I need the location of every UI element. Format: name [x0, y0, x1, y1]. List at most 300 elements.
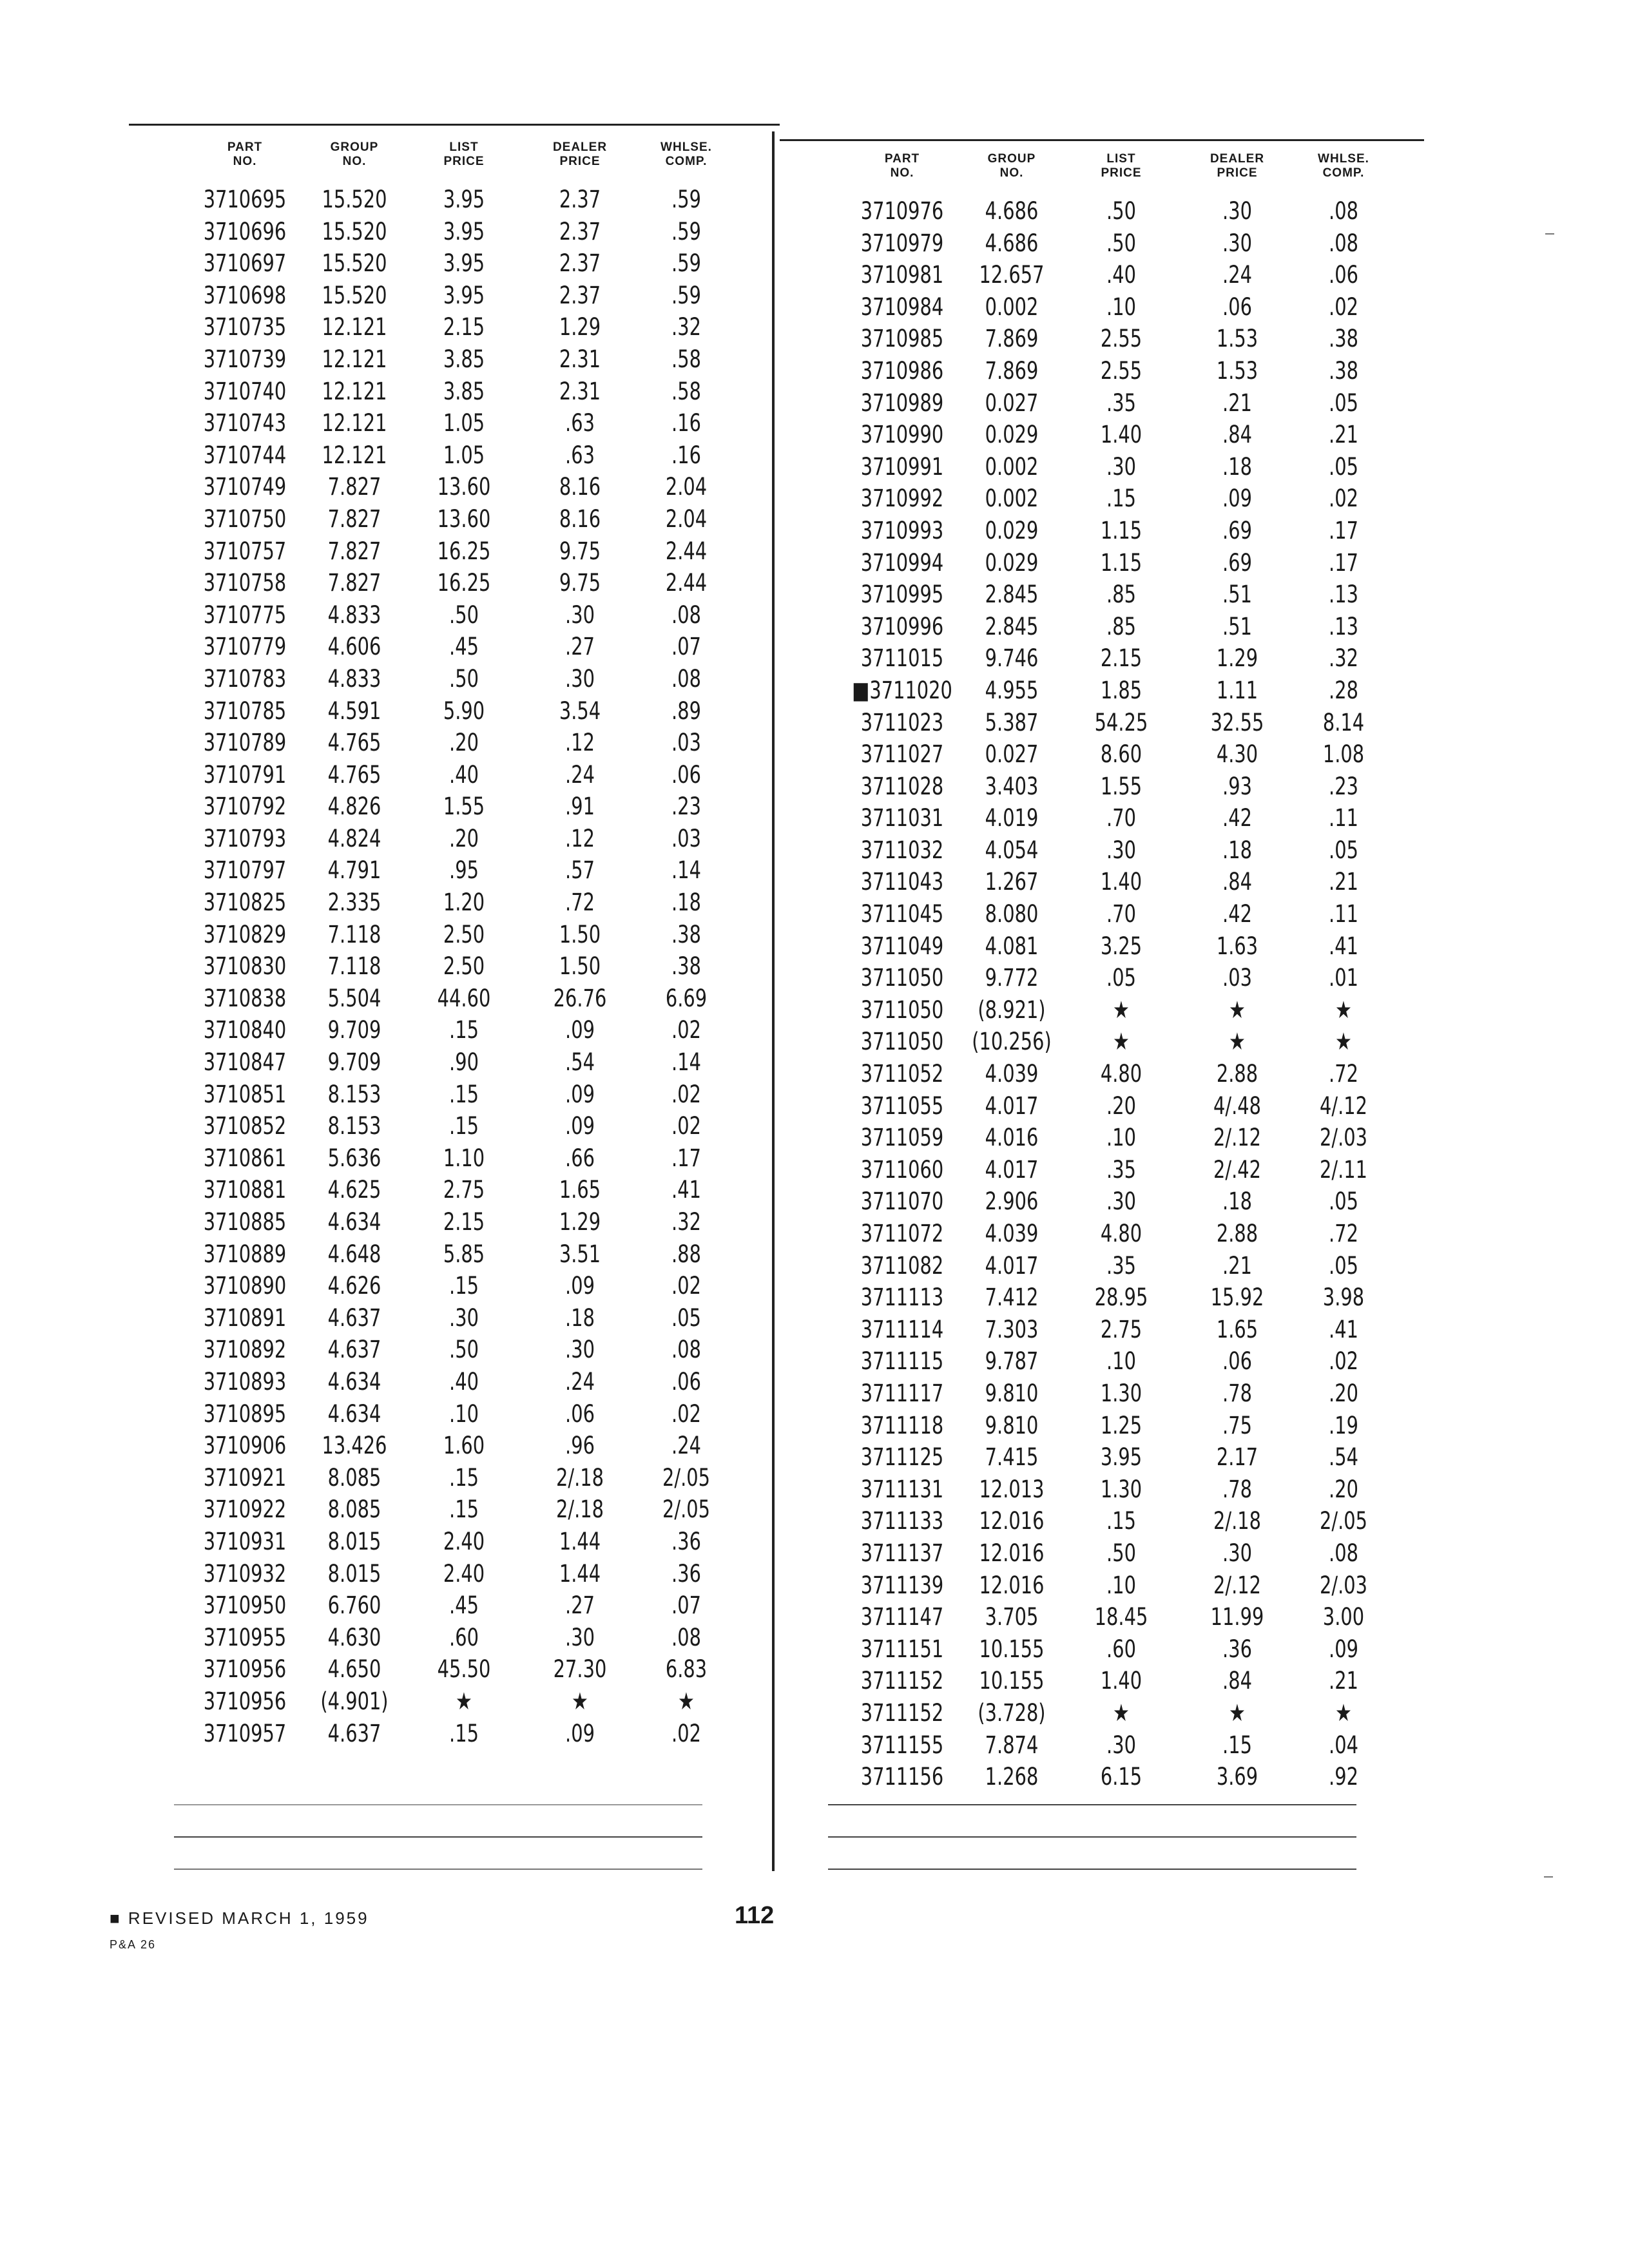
part-no-cell: 3711027	[860, 740, 944, 769]
dealer-price-cell: .09	[1222, 485, 1252, 513]
group-no-cell: 9.810	[985, 1379, 1039, 1407]
dealer-price-cell: 1.11	[1216, 676, 1258, 704]
group-no-cell: 4.637	[327, 1719, 381, 1747]
whlse-comp-cell: 1.08	[1322, 740, 1365, 769]
group-no-cell: (10.256)	[972, 1028, 1052, 1056]
group-no-cell: 7.415	[985, 1443, 1039, 1472]
group-no-cell: 15.520	[322, 186, 387, 213]
group-no-cell: 8.015	[327, 1527, 381, 1555]
header-part-no: PART NO.	[884, 152, 920, 180]
group-no-cell: 4.637	[327, 1336, 381, 1364]
table-row	[831, 549, 1398, 581]
list-price-cell: .15	[449, 1080, 479, 1108]
list-price-cell: 8.60	[1100, 740, 1142, 769]
list-price-cell: .50	[449, 601, 479, 629]
table-row	[174, 441, 741, 474]
table-header	[831, 147, 1398, 197]
part-no-cell: 3710829	[203, 920, 287, 948]
list-price-cell: .85	[1106, 581, 1136, 609]
group-no-cell: 4.016	[985, 1124, 1039, 1152]
part-no-cell: 3710696	[203, 217, 287, 245]
dealer-price-cell: .57	[565, 856, 595, 885]
part-no-cell: 3711059	[860, 1124, 944, 1152]
table-row	[831, 1156, 1398, 1188]
list-price-cell: .40	[449, 760, 479, 789]
group-no-cell: 1.267	[985, 868, 1039, 896]
whlse-comp-cell: .06	[671, 760, 701, 789]
dealer-price-cell: .36	[1222, 1635, 1252, 1663]
revision-footnote: ■ REVISED MARCH 1, 1959	[110, 1908, 369, 1928]
list-price-cell: 1.55	[1100, 772, 1142, 800]
dealer-price-cell: 2.31	[559, 377, 601, 405]
group-no-cell: 0.029	[985, 421, 1039, 449]
table-row	[831, 1731, 1398, 1763]
dealer-price-cell: .21	[1222, 389, 1252, 417]
list-price-cell: 5.85	[443, 1240, 485, 1268]
list-price-cell: 1.60	[443, 1432, 485, 1460]
whlse-comp-cell: 2.44	[665, 537, 708, 565]
list-price-cell: 1.10	[443, 1144, 485, 1172]
whlse-comp-cell: 3.98	[1322, 1283, 1365, 1312]
whlse-comp-cell: .23	[671, 793, 701, 821]
table-row	[174, 1624, 741, 1656]
table-row	[174, 1687, 741, 1720]
page-number: 112	[735, 1902, 775, 1929]
dealer-price-cell: 2.17	[1216, 1443, 1258, 1472]
dealer-price-cell: .24	[565, 1367, 595, 1396]
group-no-cell: 4.824	[327, 824, 381, 852]
dealer-price-cell: ★	[572, 1687, 588, 1715]
dealer-price-cell: 4.30	[1216, 740, 1258, 769]
table-row	[174, 218, 741, 250]
group-no-cell: (3.728)	[978, 1698, 1046, 1727]
list-price-cell: 1.40	[1100, 868, 1142, 896]
part-no-cell: 3711155	[860, 1731, 944, 1759]
part-no-cell: 3710775	[203, 601, 287, 629]
list-price-cell: 3.95	[443, 186, 485, 213]
part-no-cell: 3710955	[203, 1623, 287, 1651]
table-row	[174, 1336, 741, 1368]
table-row	[831, 1124, 1398, 1156]
part-no-cell: 3711152	[860, 1698, 944, 1727]
part-no-cell: 3711050	[860, 995, 944, 1024]
table-row	[174, 378, 741, 410]
dealer-price-cell: 1.29	[559, 1208, 601, 1236]
whlse-comp-cell: 2/.05	[662, 1463, 710, 1492]
part-no-cell: 3711028	[860, 772, 944, 800]
list-price-cell: 3.85	[443, 377, 485, 405]
whlse-comp-cell: .08	[671, 1336, 701, 1364]
list-price-cell: 1.85	[1100, 676, 1142, 704]
list-price-cell: 45.50	[437, 1655, 491, 1684]
table-row	[831, 996, 1398, 1028]
whlse-comp-cell: .06	[1329, 261, 1358, 289]
dealer-price-cell: .09	[565, 1016, 595, 1044]
dealer-price-cell: .96	[565, 1432, 595, 1460]
table-row	[174, 1464, 741, 1496]
part-no-cell: 3710932	[203, 1559, 287, 1588]
table-row	[174, 345, 741, 378]
part-no-cell: 3710986	[860, 356, 944, 385]
part-no-cell: 3710861	[203, 1144, 287, 1172]
list-price-cell: 3.95	[443, 281, 485, 309]
group-no-cell: 4.765	[327, 729, 381, 757]
catalog-code: P&A 26	[110, 1938, 157, 1951]
whlse-comp-cell: .36	[671, 1527, 701, 1555]
whlse-comp-cell: .05	[671, 1303, 701, 1332]
table-row	[831, 804, 1398, 836]
group-no-cell: 7.827	[327, 505, 381, 533]
whlse-comp-cell: 8.14	[1322, 708, 1365, 736]
whlse-comp-cell: .08	[671, 664, 701, 693]
whlse-comp-cell: .07	[671, 633, 701, 661]
table-row	[831, 325, 1398, 357]
dealer-price-cell: .12	[565, 824, 595, 852]
dealer-price-cell: 1.53	[1216, 325, 1258, 353]
table-row	[174, 665, 741, 697]
dealer-price-cell: .24	[1222, 261, 1252, 289]
table-row	[831, 453, 1398, 485]
whlse-comp-cell: .41	[671, 1176, 701, 1204]
group-no-cell: 12.016	[979, 1507, 1045, 1535]
list-price-cell: .05	[1106, 964, 1136, 992]
dealer-price-cell: 1.50	[559, 920, 601, 948]
part-no-cell: 3711052	[860, 1060, 944, 1088]
table-row	[174, 952, 741, 985]
group-no-cell: 1.268	[985, 1763, 1039, 1791]
whlse-comp-cell: .17	[671, 1144, 701, 1172]
table-row	[831, 293, 1398, 325]
part-no-cell: 3710981	[860, 261, 944, 289]
separator-line	[174, 1869, 702, 1870]
group-no-cell: 7.874	[985, 1731, 1039, 1759]
dealer-price-cell: .18	[1222, 836, 1252, 864]
whlse-comp-cell: .03	[671, 729, 701, 757]
table-row	[831, 357, 1398, 389]
part-no-cell: 3711115	[860, 1347, 944, 1376]
table-row	[831, 1347, 1398, 1379]
table-row	[831, 1603, 1398, 1635]
whlse-comp-cell: .59	[671, 186, 701, 213]
part-no-cell: 3711032	[860, 836, 944, 864]
whlse-comp-cell: .05	[1329, 836, 1358, 864]
whlse-comp-cell: 2/.05	[1319, 1507, 1367, 1535]
whlse-comp-cell: .54	[1329, 1443, 1358, 1472]
whlse-comp-cell: .08	[1329, 197, 1358, 225]
part-no-cell: 3710976	[860, 197, 944, 225]
whlse-comp-cell: .07	[671, 1591, 701, 1620]
group-no-cell: 7.303	[985, 1315, 1039, 1343]
group-no-cell: 9.787	[985, 1347, 1039, 1376]
list-price-cell: 1.30	[1100, 1379, 1142, 1407]
dealer-price-cell: .18	[565, 1303, 595, 1332]
whlse-comp-cell: .21	[1329, 1667, 1358, 1695]
list-price-cell: 2.50	[443, 952, 485, 981]
whlse-comp-cell: .38	[671, 920, 701, 948]
table-row	[174, 1655, 741, 1687]
table-row	[831, 389, 1398, 421]
part-no-cell: 3710996	[860, 612, 944, 640]
table-row	[174, 1495, 741, 1528]
whlse-comp-cell: .88	[671, 1240, 701, 1268]
group-no-cell: 4.019	[985, 804, 1039, 832]
whlse-comp-cell: .17	[1329, 516, 1358, 544]
dealer-price-cell: 3.51	[559, 1240, 601, 1268]
group-no-cell: 4.630	[327, 1623, 381, 1651]
list-price-cell: 3.95	[1100, 1443, 1142, 1472]
list-price-cell: 1.40	[1100, 1667, 1142, 1695]
whlse-comp-cell: .06	[671, 1367, 701, 1396]
part-no-cell: 3710885	[203, 1208, 287, 1236]
whlse-comp-cell: .72	[1329, 1060, 1358, 1088]
dealer-price-cell: .30	[1222, 197, 1252, 225]
dealer-price-cell: .84	[1222, 868, 1252, 896]
list-price-cell: 1.30	[1100, 1475, 1142, 1503]
part-no-cell: 3710985	[860, 325, 944, 353]
list-price-cell: .10	[1106, 293, 1136, 321]
dealer-price-cell: 1.29	[559, 313, 601, 341]
table-row	[174, 1144, 741, 1177]
list-price-cell: 1.15	[1100, 548, 1142, 577]
group-no-cell: (8.921)	[978, 995, 1046, 1024]
list-price-cell: 1.40	[1100, 421, 1142, 449]
whlse-comp-cell: .32	[671, 1208, 701, 1236]
group-no-cell: 4.686	[985, 229, 1039, 257]
whlse-comp-cell: .59	[671, 281, 701, 309]
dealer-price-cell: 11.99	[1210, 1603, 1264, 1631]
group-no-cell: 4.650	[327, 1655, 381, 1684]
table-row	[831, 1379, 1398, 1412]
list-price-cell: .10	[1106, 1124, 1136, 1152]
group-no-cell: 2.845	[985, 612, 1039, 640]
list-price-cell: 44.60	[437, 984, 491, 1012]
part-no-cell: 3711023	[860, 708, 944, 736]
list-price-cell: 2.15	[1100, 644, 1142, 673]
whlse-comp-cell: .38	[671, 952, 701, 981]
whlse-comp-cell: .08	[671, 601, 701, 629]
list-price-cell: .30	[1106, 1187, 1136, 1216]
list-price-cell: ★	[456, 1687, 472, 1715]
part-no-cell: 3710957	[203, 1719, 287, 1747]
whlse-comp-cell: .59	[671, 249, 701, 278]
part-no-cell: 3710793	[203, 824, 287, 852]
dealer-price-cell: .06	[1222, 1347, 1252, 1376]
group-no-cell: 4.826	[327, 793, 381, 821]
list-price-cell: 4.80	[1100, 1060, 1142, 1088]
dealer-price-cell: .21	[1222, 1251, 1252, 1280]
list-price-cell: .10	[1106, 1347, 1136, 1376]
group-no-cell: 12.016	[979, 1539, 1045, 1567]
group-no-cell: 8.015	[327, 1559, 381, 1588]
dealer-price-cell: .91	[565, 793, 595, 821]
part-no-cell: 3710989	[860, 389, 944, 417]
whlse-comp-cell: .08	[1329, 1539, 1358, 1567]
dealer-price-cell: .30	[565, 601, 595, 629]
whlse-comp-cell: 2/.11	[1319, 1155, 1367, 1184]
dealer-price-cell: 27.30	[553, 1655, 607, 1684]
table-row	[174, 282, 741, 314]
part-no-cell: 3711152	[860, 1667, 944, 1695]
whlse-comp-cell: 2.44	[665, 569, 708, 597]
dealer-price-cell: 8.16	[559, 505, 601, 533]
whlse-comp-cell: 3.00	[1322, 1603, 1365, 1631]
dealer-price-cell: .27	[565, 1591, 595, 1620]
group-no-cell: 4.637	[327, 1303, 381, 1332]
list-price-cell: .90	[449, 1048, 479, 1077]
group-no-cell: 7.827	[327, 537, 381, 565]
table-row	[174, 1560, 741, 1592]
whlse-comp-cell: .14	[671, 856, 701, 885]
whlse-comp-cell: ★	[678, 1687, 695, 1715]
group-no-cell: 0.027	[985, 740, 1039, 769]
part-no-cell: 3710991	[860, 452, 944, 481]
list-price-cell: 1.05	[443, 441, 485, 469]
whlse-comp-cell: .21	[1329, 868, 1358, 896]
table-row	[831, 613, 1398, 645]
part-no-cell: 3711070	[860, 1187, 944, 1216]
dealer-price-cell: 1.44	[559, 1559, 601, 1588]
whlse-comp-cell: .02	[671, 1719, 701, 1747]
part-no-cell: 3710979	[860, 229, 944, 257]
part-no-cell: 3710995	[860, 581, 944, 609]
group-no-cell: 4.017	[985, 1155, 1039, 1184]
part-no-cell: 3711050	[860, 1028, 944, 1056]
table-row	[831, 1220, 1398, 1252]
table-row	[831, 1763, 1398, 1795]
whlse-comp-cell: .02	[671, 1080, 701, 1108]
list-price-cell: 2.15	[443, 313, 485, 341]
group-no-cell: 7.412	[985, 1283, 1039, 1312]
group-no-cell: 4.054	[985, 836, 1039, 864]
dealer-price-cell: .09	[565, 1080, 595, 1108]
group-no-cell: 4.606	[327, 633, 381, 661]
dealer-price-cell: .51	[1222, 581, 1252, 609]
dealer-price-cell: 2.37	[559, 186, 601, 213]
list-price-cell: 13.60	[437, 473, 491, 501]
table-row	[174, 1720, 741, 1752]
group-no-cell: 5.504	[327, 984, 381, 1012]
group-no-cell: 0.027	[985, 389, 1039, 417]
part-no-cell: 3711151	[860, 1635, 944, 1663]
list-price-cell: 2.15	[443, 1208, 485, 1236]
group-no-cell: 12.016	[979, 1571, 1045, 1599]
dealer-price-cell: 2.88	[1216, 1060, 1258, 1088]
dealer-price-cell: .30	[565, 664, 595, 693]
part-no-cell: 3711137	[860, 1539, 944, 1567]
part-no-cell: 3711082	[860, 1251, 944, 1280]
dealer-price-cell: 32.55	[1210, 708, 1264, 736]
list-price-cell: .15	[449, 1016, 479, 1044]
part-no-cell: 3711015	[860, 644, 944, 673]
whlse-comp-cell: .36	[671, 1559, 701, 1588]
part-no-cell: 3710895	[203, 1399, 287, 1428]
header-whlse-comp: WHLSE. COMP.	[1318, 152, 1369, 180]
list-price-cell: .15	[449, 1463, 479, 1492]
whlse-comp-cell: ★	[1335, 1698, 1352, 1727]
table-row	[831, 261, 1398, 293]
list-price-cell: .30	[449, 1303, 479, 1332]
dealer-price-cell: .54	[565, 1048, 595, 1077]
whlse-comp-cell: .02	[671, 1112, 701, 1140]
part-no-cell: 3711118	[860, 1411, 944, 1439]
whlse-comp-cell: .38	[1329, 356, 1358, 385]
table-row	[174, 409, 741, 441]
price-table-left	[174, 135, 741, 1751]
part-no-cell: 3710791	[203, 760, 287, 789]
part-no-cell: 3710950	[203, 1591, 287, 1620]
dealer-price-cell: 4/.48	[1213, 1091, 1261, 1120]
margin-mark	[1544, 1876, 1553, 1878]
table-row	[174, 793, 741, 825]
whlse-comp-cell: .05	[1329, 1251, 1358, 1280]
whlse-comp-cell: .21	[1329, 421, 1358, 449]
group-no-cell: 4.686	[985, 197, 1039, 225]
list-price-cell: ★	[1113, 1028, 1130, 1056]
table-row	[831, 1060, 1398, 1092]
table-row	[831, 1571, 1398, 1604]
table-row	[831, 964, 1398, 996]
table-row	[174, 1400, 741, 1432]
part-no-cell: 3710906	[203, 1432, 287, 1460]
whlse-comp-cell: .41	[1329, 1315, 1358, 1343]
list-price-cell: 2.75	[443, 1176, 485, 1204]
part-no-cell: 3710993	[860, 516, 944, 544]
dealer-price-cell: ★	[1229, 995, 1246, 1024]
separator-line	[828, 1836, 1356, 1838]
table-row	[831, 932, 1398, 965]
group-no-cell: 8.085	[327, 1463, 381, 1492]
list-price-cell: .60	[1106, 1635, 1136, 1663]
table-row	[174, 1081, 741, 1113]
group-no-cell: 5.636	[327, 1144, 381, 1172]
table-row	[174, 1304, 741, 1336]
dealer-price-cell: .72	[565, 889, 595, 917]
group-no-cell: 7.827	[327, 569, 381, 597]
dealer-price-cell: 2/.12	[1213, 1571, 1261, 1599]
dealer-price-cell: .63	[565, 409, 595, 437]
dealer-price-cell: .84	[1222, 421, 1252, 449]
dealer-price-cell: 9.75	[559, 569, 601, 597]
dealer-price-cell: .30	[1222, 1539, 1252, 1567]
separator-line	[174, 1836, 702, 1838]
table-row	[831, 677, 1398, 709]
part-no-cell: 3710889	[203, 1240, 287, 1268]
table-row	[174, 569, 741, 601]
group-no-cell: 4.626	[327, 1272, 381, 1300]
list-price-cell: 1.15	[1100, 516, 1142, 544]
list-price-cell: 1.20	[443, 889, 485, 917]
dealer-price-cell: 2/.18	[555, 1495, 604, 1524]
group-no-cell: 12.121	[322, 313, 387, 341]
table-row	[174, 761, 741, 793]
list-price-cell: 1.05	[443, 409, 485, 437]
dealer-price-cell: 2.37	[559, 281, 601, 309]
list-price-cell: 16.25	[437, 569, 491, 597]
group-no-cell: 10.155	[979, 1635, 1045, 1663]
list-price-cell: 2.50	[443, 920, 485, 948]
part-no-cell: 3710931	[203, 1527, 287, 1555]
whlse-comp-cell: .13	[1329, 581, 1358, 609]
whlse-comp-cell: .02	[1329, 293, 1358, 321]
whlse-comp-cell: .24	[671, 1432, 701, 1460]
table-row	[831, 1092, 1398, 1124]
whlse-comp-cell: .38	[1329, 325, 1358, 353]
dealer-price-cell: .69	[1222, 516, 1252, 544]
dealer-price-cell: .18	[1222, 1187, 1252, 1216]
group-no-cell: 12.121	[322, 345, 387, 373]
list-price-cell: 3.95	[443, 249, 485, 278]
dealer-price-cell: 3.54	[559, 697, 601, 725]
